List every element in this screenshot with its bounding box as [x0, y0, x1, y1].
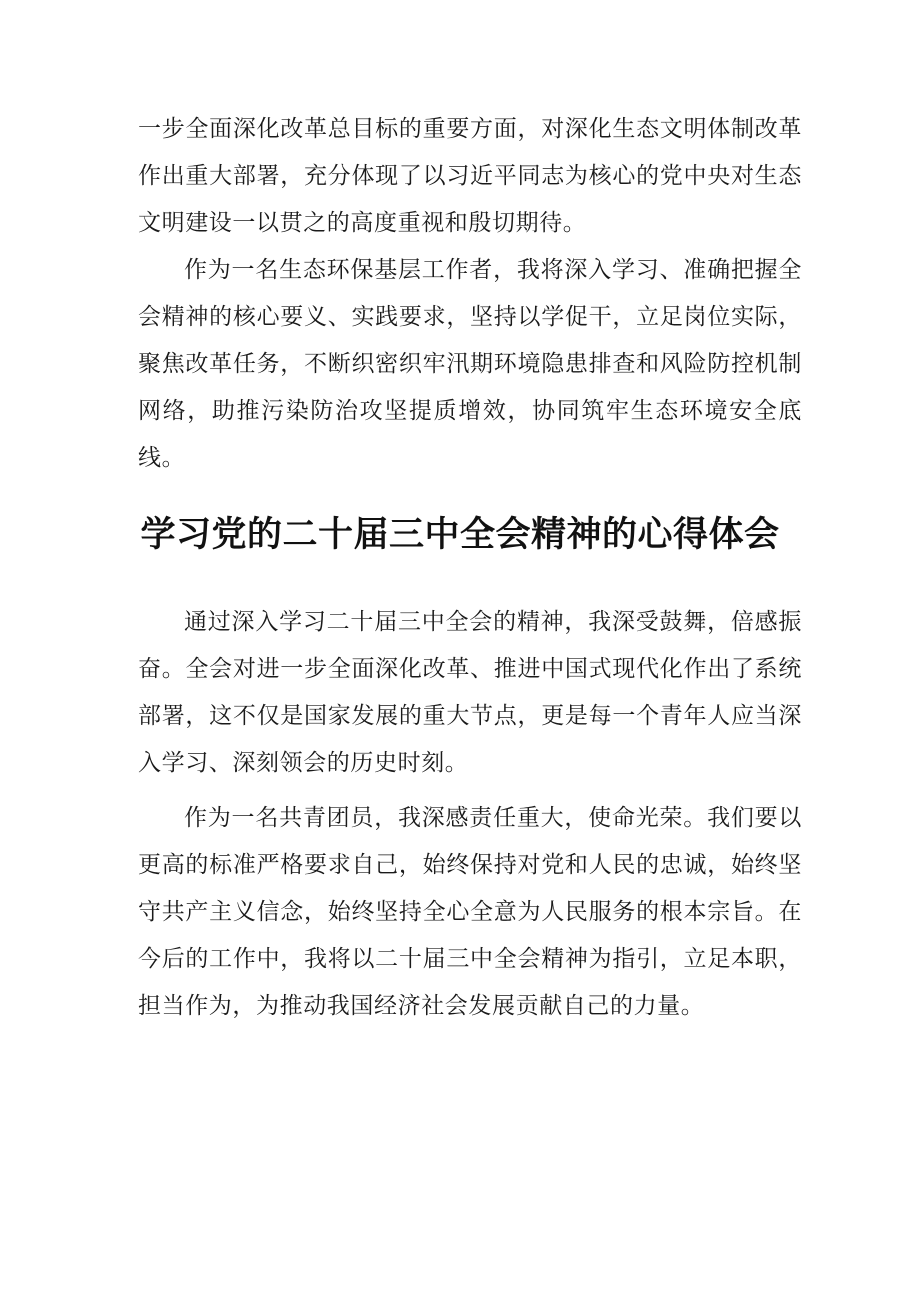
- paragraph-continued: 一步全面深化改革总目标的重要方面，对深化生态文明体制改革作出重大部署，充分体现了以习近平同志为核心的党中央对生态文明建设一以贯之的高度重视和殷切期待。: [138, 116, 802, 236]
- paragraph-youth-league-member: 作为一名共青团员，我深感责任重大，使命光荣。我们要以更高的标准严格要求自己，始终保持对党和人民的忠诚，始终坚守共产主义信念，始终坚持全心全意为人民服务的根本宗旨。在今后的工作中，我将以二十届三中全会精神为指引，立足本职，担当作为，为推动我国经济社会发展贡献自己的力量。: [138, 805, 802, 1019]
- section-title: 学习党的二十届三中全会精神的心得体会: [140, 515, 780, 555]
- paragraph-environmental-worker: 作为一名生态环保基层工作者，我将深入学习、准确把握全会精神的核心要义、实践要求，坚持以学促干，立足岗位实际，聚焦改革任务，不断织密织牢汛期环境隐患排查和风险防控机制网络，助推污染防治攻坚提质增效，协同筑牢生态环境安全底线。: [138, 257, 802, 471]
- paragraph-study-reflection: 通过深入学习二十届三中全会的精神，我深受鼓舞，倍感振奋。全会对进一步全面深化改革、推进中国式现代化作出了系统部署，这不仅是国家发展的重大节点，更是每一个青年人应当深入学习、深刻领会的历史时刻。: [138, 609, 802, 776]
